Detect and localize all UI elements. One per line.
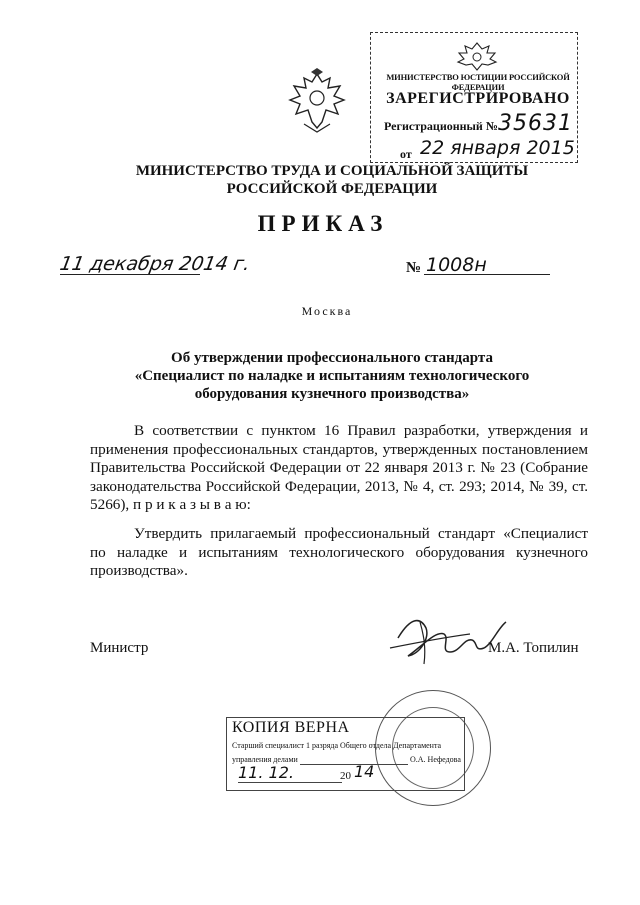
order-date-underline xyxy=(60,274,200,275)
subject-line-1: Об утверждении профессионального стандарта xyxy=(171,350,493,366)
handwritten-signature xyxy=(380,608,510,670)
copy-stamp-year: 14 xyxy=(354,762,375,781)
copy-stamp-date: 11. 12. xyxy=(238,763,294,782)
body-paragraph-1 xyxy=(90,422,588,515)
order-subject xyxy=(0,349,640,403)
registration-number-label: Регистрационный № xyxy=(384,119,498,133)
city: Москва xyxy=(301,304,353,318)
copy-stamp-year-prefix: 20 xyxy=(340,770,351,782)
registration-number: 35631 xyxy=(498,111,573,136)
body-paragraph-1-text: В соответствии с пунктом 16 Правил разработки, утверждения и применения профессиональных стандартов, утвержденных постановлением Правительства Российской Федерации от 22 января 2013 г. № 23 (Собрание законодательства Российской Федерации, 2013, № 4, ст. 293; 2014, № 39, ст. 5266), п р и к а з ы в а ю: xyxy=(90,422,588,513)
order-number: 1008н xyxy=(426,254,487,276)
body-paragraph-2 xyxy=(90,525,588,581)
order-date: 11 декабря 2014 г. xyxy=(58,253,252,275)
registration-date: 22 января 2015 xyxy=(420,137,575,159)
registration-status: ЗАРЕГИСТРИРОВАНО xyxy=(386,90,570,107)
ministry-line-2: РОССИЙСКОЙ ФЕДЕРАЦИИ xyxy=(226,181,438,197)
copy-stamp-title: КОПИЯ ВЕРНА xyxy=(232,719,350,736)
order-number-underline xyxy=(424,274,550,275)
signer-title: Министр xyxy=(90,640,149,656)
copy-stamp-date-line xyxy=(238,782,342,783)
order-number-label: № xyxy=(406,260,422,276)
body-paragraph-2-text: Утвердить прилагаемый профессиональный стандарт «Специалист по наладке и испытаниям технологического оборудования кузнечного производства». xyxy=(90,525,588,579)
signer-name: М.А. Топилин xyxy=(488,640,579,656)
copy-stamp-name: О.А. Нефедова xyxy=(410,755,461,764)
registration-date-label: от xyxy=(400,147,412,161)
copy-stamp-position: Старший специалист 1 разряда Общего отдела Департамента xyxy=(232,741,442,750)
ministry-line-1: МИНИСТЕРСТВО ТРУДА И СОЦИАЛЬНОЙ ЗАЩИТЫ xyxy=(135,163,529,179)
subject-line-3: оборудования кузнечного производства» xyxy=(194,386,470,402)
document-type-title: ПРИКАЗ xyxy=(257,211,389,236)
coat-of-arms-emblem xyxy=(282,68,352,134)
ministry-header xyxy=(0,162,640,198)
registration-stamp-emblem xyxy=(452,40,502,72)
copy-stamp-department: управления делами xyxy=(232,755,298,764)
registration-ministry: МИНИСТЕРСТВО ЮСТИЦИИ РОССИЙСКОЙ ФЕДЕРАЦИИ xyxy=(386,72,570,92)
subject-line-2: «Специалист по наладке и испытаниям технологического xyxy=(134,368,530,384)
